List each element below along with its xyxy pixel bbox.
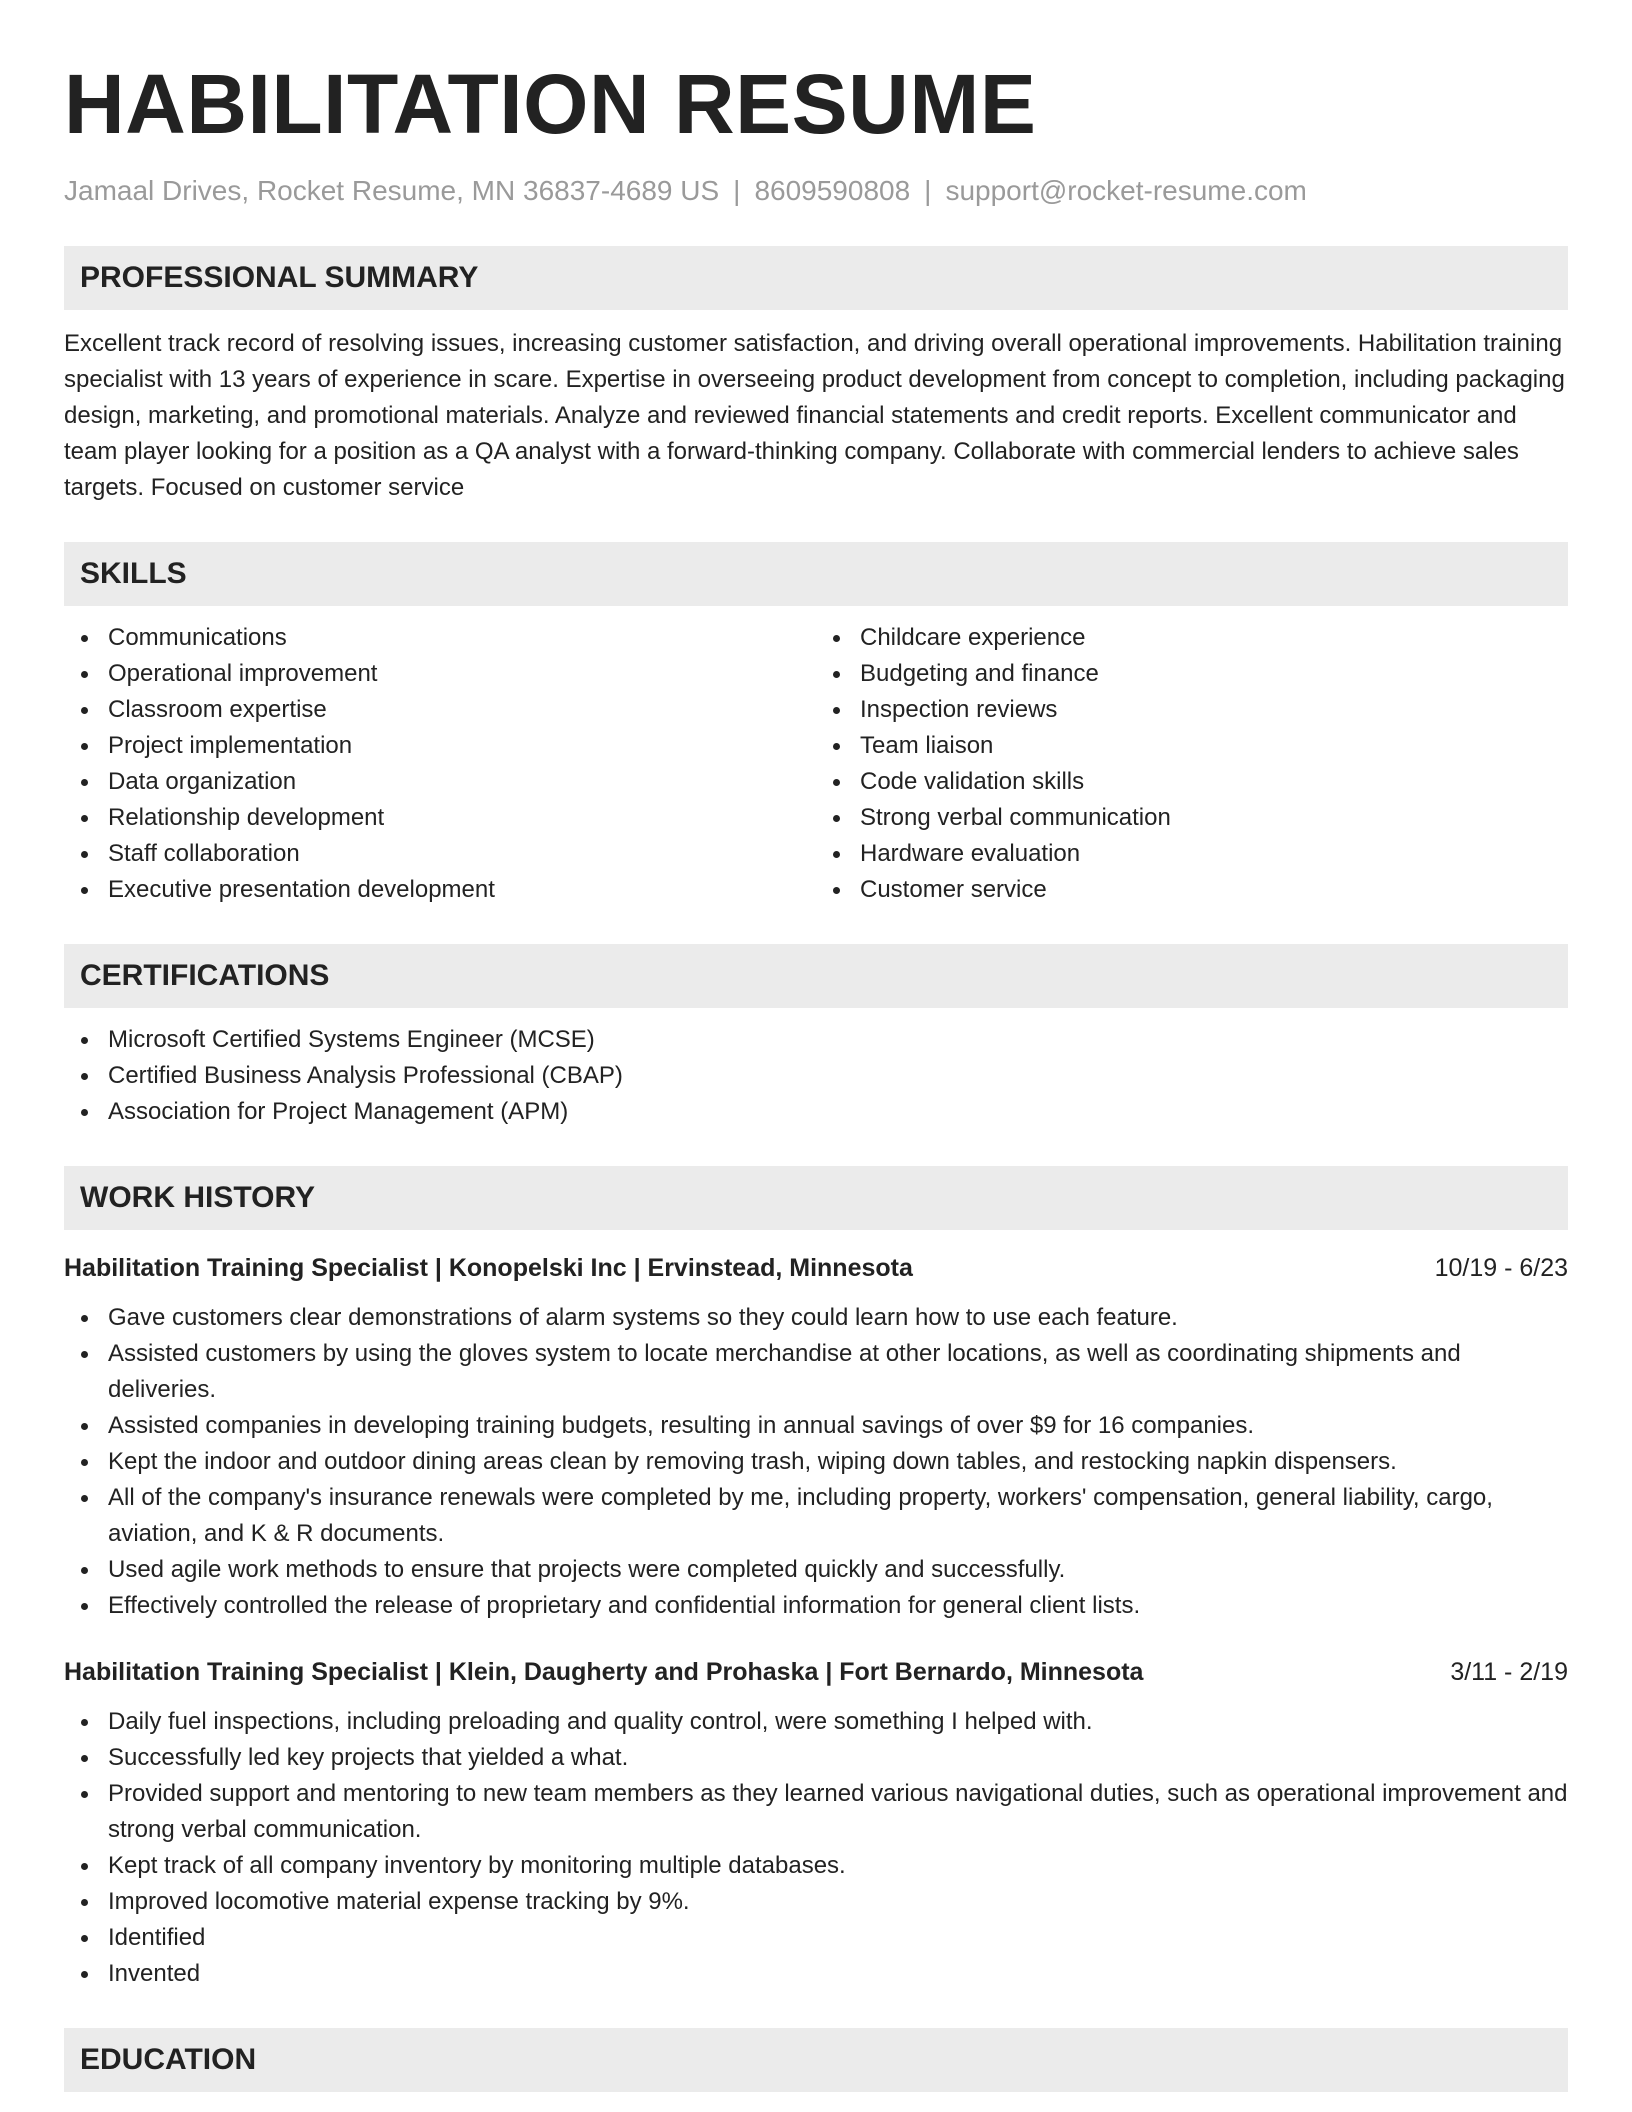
skill-item: Childcare experience (816, 620, 1568, 656)
job-bullet: All of the company's insurance renewals were completed by me, including property, workers' compensation, general liability, cargo, aviation, and K & R documents. (64, 1480, 1568, 1552)
skill-item: Team liaison (816, 728, 1568, 764)
section-header-certifications: CERTIFICATIONS (64, 944, 1568, 1008)
job-header (64, 1654, 1568, 1690)
job-bullet: Identified (64, 1920, 1568, 1956)
section-header-work-history: WORK HISTORY (64, 1166, 1568, 1230)
job-entry (64, 1654, 1568, 1992)
certification-item: Microsoft Certified Systems Engineer (MCSE) (64, 1022, 1568, 1058)
skills-columns (64, 620, 1568, 908)
job-bullet-list (64, 1300, 1568, 1624)
job-entry (64, 1250, 1568, 1624)
contact-phone: 8609590808 (754, 175, 911, 206)
skill-item: Strong verbal communication (816, 800, 1568, 836)
job-bullet: Kept track of all company inventory by monitoring multiple databases. (64, 1848, 1568, 1884)
job-bullet: Effectively controlled the release of proprietary and confidential information for general client lists. (64, 1588, 1568, 1624)
skill-item: Operational improvement (64, 656, 816, 692)
skill-item: Code validation skills (816, 764, 1568, 800)
skill-item: Budgeting and finance (816, 656, 1568, 692)
skill-item: Executive presentation development (64, 872, 816, 908)
section-header-professional-summary: PROFESSIONAL SUMMARY (64, 246, 1568, 310)
job-bullet: Assisted customers by using the gloves system to locate merchandise at other locations, as well as coordinating shipments and deliveries. (64, 1336, 1568, 1408)
skill-item: Customer service (816, 872, 1568, 908)
skill-item: Hardware evaluation (816, 836, 1568, 872)
skill-item: Communications (64, 620, 816, 656)
job-dates: 10/19 - 6/23 (1434, 1254, 1568, 1282)
job-bullet: Successfully led key projects that yielded a what. (64, 1740, 1568, 1776)
skills-list-right (816, 620, 1568, 908)
professional-summary-text: Excellent track record of resolving issues, increasing customer satisfaction, and driving overall operational improvements. Habilitation training specialist with 13 years of experience in scare. Expertise in overseeing product development from concept to completion, including packaging design, marketing, and promotional materials. Analyze and reviewed financial statements and credit reports. Excellent communicator and team player looking for a position as a QA analyst with a forward-thinking company. Collaborate with commercial lenders to achieve sales targets. Focused on customer service (64, 330, 1565, 501)
job-header (64, 1250, 1568, 1286)
skill-item: Inspection reviews (816, 692, 1568, 728)
contact-separator: | (924, 175, 932, 206)
job-bullet: Daily fuel inspections, including preloading and quality control, were something I helped with. (64, 1704, 1568, 1740)
contact-address: Jamaal Drives, Rocket Resume, MN 36837-4689 US (64, 175, 720, 206)
skills-list-left (64, 620, 816, 908)
skill-item: Data organization (64, 764, 816, 800)
section-header-skills: SKILLS (64, 542, 1568, 606)
job-bullet: Improved locomotive material expense tracking by 9%. (64, 1884, 1568, 1920)
contact-email: support@rocket-resume.com (945, 175, 1307, 206)
job-dates: 3/11 - 2/19 (1450, 1658, 1568, 1686)
job-bullet: Provided support and mentoring to new team members as they learned various navigational duties, such as operational improvement and strong verbal communication. (64, 1776, 1568, 1848)
certification-item: Association for Project Management (APM) (64, 1094, 1568, 1130)
resume-title: HABILITATION RESUME (64, 57, 1037, 151)
certifications-list (64, 1022, 1568, 1130)
job-bullet: Kept the indoor and outdoor dining areas clean by removing trash, wiping down tables, and restocking napkin dispensers. (64, 1444, 1568, 1480)
job-bullet: Assisted companies in developing training budgets, resulting in annual savings of over $9 for 16 companies. (64, 1408, 1568, 1444)
certification-item: Certified Business Analysis Professional (CBAP) (64, 1058, 1568, 1094)
job-heading: Habilitation Training Specialist | Konopelski Inc | Ervinstead, Minnesota (64, 1254, 913, 1282)
contact-line (64, 172, 1568, 210)
job-bullet: Invented (64, 1956, 1568, 1992)
job-bullet: Used agile work methods to ensure that projects were completed quickly and successfully. (64, 1552, 1568, 1588)
contact-separator: | (733, 175, 741, 206)
section-header-education: EDUCATION (64, 2028, 1568, 2092)
skill-item: Staff collaboration (64, 836, 816, 872)
skill-item: Relationship development (64, 800, 816, 836)
skill-item: Project implementation (64, 728, 816, 764)
job-heading: Habilitation Training Specialist | Klein, Daugherty and Prohaska | Fort Bernardo, Minnesota (64, 1658, 1144, 1686)
job-bullet-list (64, 1704, 1568, 1992)
skill-item: Classroom expertise (64, 692, 816, 728)
job-bullet: Gave customers clear demonstrations of alarm systems so they could learn how to use each feature. (64, 1300, 1568, 1336)
